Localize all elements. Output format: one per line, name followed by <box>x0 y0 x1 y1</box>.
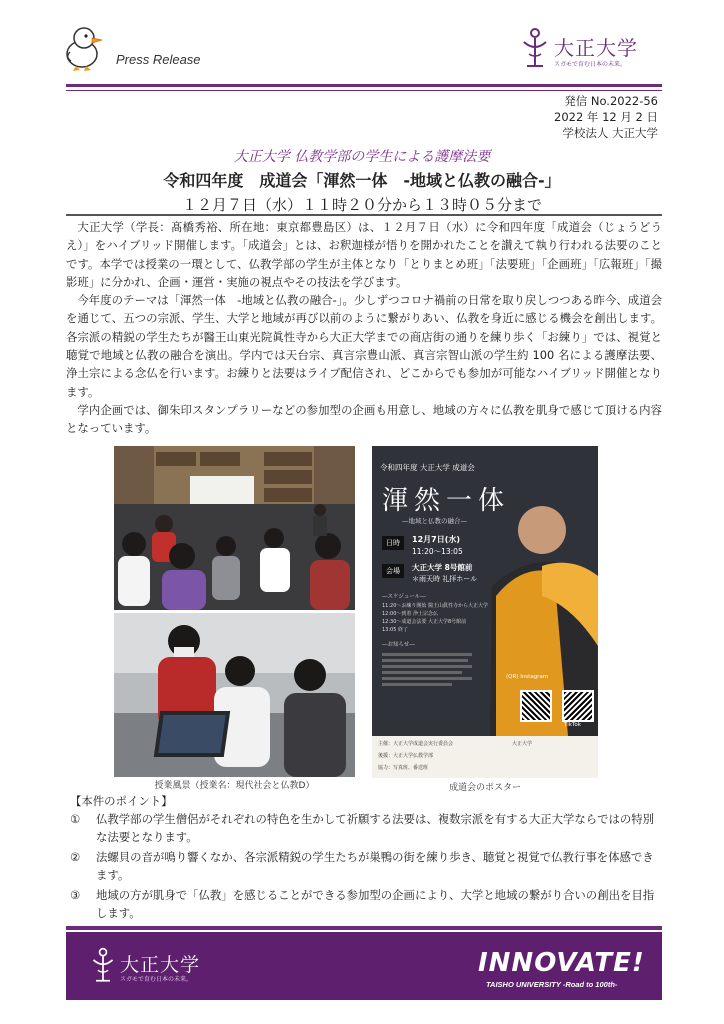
point-number: ③ <box>70 888 81 902</box>
poster-sponsor: 後援：大正大学仏教学部 <box>378 753 434 759</box>
point-item <box>70 810 660 846</box>
point-text: 地域の方が肌身で「仏教」を感じることができる参加型の企画により、大学と地域の繋がり合いの創出を目指します。 <box>96 888 655 920</box>
students-laptop-photo <box>114 613 355 777</box>
points-heading: 【本件のポイント】 <box>70 794 173 808</box>
point-number: ② <box>70 850 81 864</box>
event-datetime: １２月７日（水）１１時２０分から１３時０５分まで <box>181 196 542 214</box>
issue-date: 2022 年 12 月 2 日 <box>554 110 658 124</box>
poster-venue-rain: ＊雨天時 礼拝ホール <box>412 575 478 583</box>
taisho-logo-icon <box>520 28 550 70</box>
duck-mascot-icon <box>62 24 106 72</box>
poster-subtheme: —地域と仏教の融合— <box>402 517 467 525</box>
university-name: 大正大学 <box>554 36 638 60</box>
page-title: 令和四年度 成道会「渾然一体 -地域と仏教の融合-」 <box>163 171 561 190</box>
taisho-logo-icon <box>90 946 116 986</box>
poster-cooperation: 協力：写真班、番送班 <box>378 765 429 771</box>
body-paragraph: 学内企画では、御朱印スタンプラリーなどの参加型の企画も用意し、地域の方々に仏教を肌身で感じて頂ける内容となっています。 <box>66 402 662 436</box>
university-tagline: スガモで育む日本の未来。 <box>554 61 627 68</box>
poster-calligraphy: 渾然一体 <box>382 486 511 516</box>
body-paragraph: 今年度のテーマは「渾然一体 -地域と仏教の融合-」。少しずつコロナ禍前の日常を取り戻しつつある昨今、成道会を通じて、五つの宗派、学生、大学と地域が再び以前のように繋がりあい、仏教を身近に感じる機会を創出します。各宗派の精鋭の学生たちが醫王山東光院眞性寺から大正大学までの商店街の通りを練り歩く「お練り」では、視覚と聴覚で地域と仏教の融合を演出。学内では天台宗、真言宗豊山派、真言宗智山派の学生約 100 名による護摩法要、浄土宗による念仏を行います。お練りと法要はライブ配信され、どこからでも参加が可能なハイブリッド開催となります。 <box>66 293 662 399</box>
poster-address: 大正大学 <box>512 741 533 747</box>
poster-header: 令和四年度 大正大学 成道会 <box>380 463 475 472</box>
point-item <box>70 848 660 884</box>
poster-qr-label: (QR) Instagram <box>506 674 549 680</box>
poster-schedule-item: 13:05 終了 <box>382 627 408 633</box>
footer-university-tagline: スガモで育む日本の未来。 <box>120 976 193 983</box>
article-body <box>66 218 662 438</box>
issue-number: 発信 No.2022-56 <box>564 94 658 108</box>
qr-code-icon <box>562 690 594 722</box>
poster-label-venue: 会場 <box>382 564 404 578</box>
point-text: 仏教学部の学生僧侶がそれぞれの特色を生かして祈願する法要は、複数宗派を有する大正大学ならではの特別な法要となります。 <box>96 812 655 844</box>
body-paragraph: 大正大学（学長：髙橋秀裕、所在地：東京都豊島区）は、１２月７日（水）に令和四年度「成道会（じょうどうえ）」をハイブリッド開催します。「成道会」とは、お釈迦様が悟りを開かれたことを讃えて執り行われる法要のことです。本学では授業の一環として、仏教学部の学生が主体となり「とりまとめ班」「法要班」「企画班」「広報班」「撮影班」に分かれ、企画・運営・実施の視点やその技法を学びます。 <box>66 220 662 289</box>
poster-caption: 成道会のポスター <box>448 783 521 793</box>
poster-organizer: 主催：大正大学成道会実行委員会 <box>378 741 454 747</box>
footer-university-name: 大正大学 <box>120 954 201 976</box>
poster-notice-heading: ―お知らせ― <box>382 642 415 648</box>
header-divider <box>66 84 662 87</box>
classroom-photo <box>114 446 355 610</box>
poster-time: 11:20～13:05 <box>412 547 463 556</box>
poster-schedule-item: 12:00～到着 浄土宗念仏 <box>382 611 438 617</box>
headline-subtitle: 大正大学 仏教学部の学生による護摩法要 <box>233 149 491 165</box>
press-release-label: Press Release <box>116 52 201 67</box>
issuer: 学校法人 大正大学 <box>562 126 658 140</box>
header-divider-thin <box>66 90 662 91</box>
poster-venue: 大正大学 8号館前 <box>412 563 473 572</box>
innovate-slogan: INNOVATE! <box>478 948 645 978</box>
point-number: ① <box>70 812 81 826</box>
event-poster <box>372 446 598 778</box>
poster-notice-text <box>382 650 472 710</box>
poster-schedule-heading: ―スケジュール― <box>382 594 426 600</box>
poster-schedule-item: 11:20～お練り開始 醫王山眞性寺から大正大学 <box>382 603 489 609</box>
footer-banner <box>66 932 662 1000</box>
title-underline <box>66 214 662 216</box>
poster-schedule-item: 12:30～成道会法要 大正大学8号館前 <box>382 619 467 625</box>
poster-date: 12月7日(水) <box>412 535 461 544</box>
point-text: 法螺貝の音が鳴り響くなか、各宗派精鋭の学生たちが巣鴨の街を練り歩き、聴覚と視覚で仏教行事を体感できます。 <box>96 850 654 882</box>
qr-code-icon <box>520 690 552 722</box>
university-logo <box>520 26 660 72</box>
photo-caption: 授業風景（授業名：現代社会と仏教D） <box>154 781 315 791</box>
poster-tiktok-label: TikTok <box>564 722 581 728</box>
poster-label-date: 日時 <box>382 536 404 550</box>
innovate-subline: TAISHO UNIVERSITY -Road to 100th- <box>486 980 618 989</box>
point-item <box>70 886 660 922</box>
footer-divider <box>66 926 662 930</box>
